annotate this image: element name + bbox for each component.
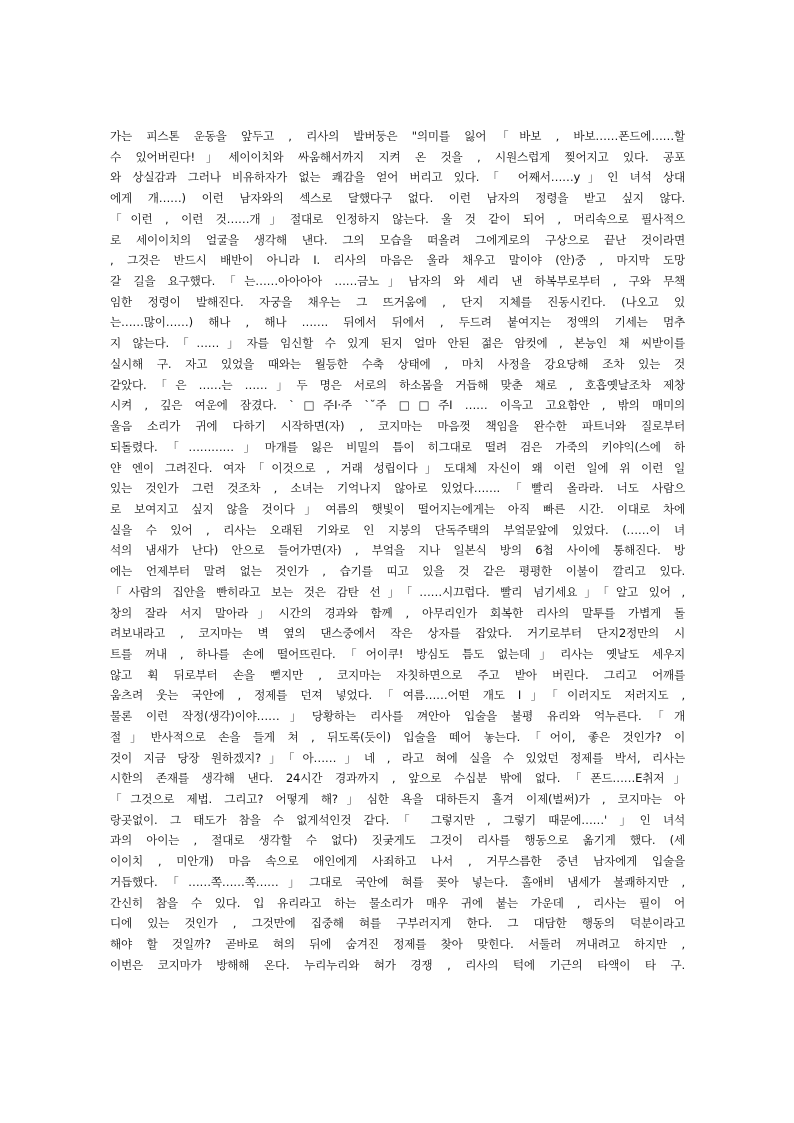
text-line: 석의 냄새가 난다) 안으로 들어가면(자) , 부엌을 지나 일본식 방의 6첩 사이에 통해진다. 방 xyxy=(110,543,685,558)
document-page xyxy=(110,126,685,975)
text-line: 물론 이런 작정(생각)이야……」당황하는 리사를 껴안아 입술을 불평 유리와 억누른다.「개 xyxy=(110,709,685,724)
text-line: 와 상실감과 그러나 비유하자가 없는 쾌감을 얻어 버리고 있다.「 어째서……y」인 녀석 상대 xyxy=(110,170,685,185)
text-line: 움츠려 웃는 국안에 , 정제를 던져 넣었다.「여름……어떤 개도 I」「이러지도 저러지도 , xyxy=(110,688,685,703)
text-line: 로 보여지고 싶지 않을 것이다」여름의 햇빛이 떨어지는에게는 아직 빠른 시간. 이대로 차에 xyxy=(110,501,685,516)
text-line: 않고 휙 뒤로부터 손을 뻗지만 , 코지마는 자칫하면으로 주고 받아 버린다. 그리고 어깨를 xyxy=(110,667,685,682)
text-line: 랑곳없이. 그 태도가 참을 수 없게석인것 같다.「 그렇지만 , 그렇기 때문에……' 」인 녀석 xyxy=(110,812,685,827)
text-line: 되돌렸다.「…………」마개를 잃은 비밀의 틈이 히그대로 떨려 검은 가죽의 키야익(스에 하 xyxy=(110,439,685,454)
text-line: 에게 개……) 이런 남자와의 섹스로 달했다구 없다. 이런 남자의 정령을 받고 싶지 않다. xyxy=(110,191,685,206)
text-line: 해야 할 것일까? 곧바로 혀의 뒤에 숨겨진 정제를 찾아 맞힌다. 서둘러 꺼내려고 하지만 , xyxy=(110,937,685,952)
text-line: 간신히 참을 수 있다. 입 유리라고 하는 물소리가 매우 귀에 붙는 가운데 , 리사는 필이 어 xyxy=(110,895,685,910)
text-line: 울음 소리가 귀에 다하기 시작하면(자) , 코지마는 마음껏 책임을 완수한 파트너와 질로부터 xyxy=(110,419,685,434)
text-line: 에는 언제부터 말려 없는 것인가 , 습기를 띠고 있을 것 같은 평평한 이불이 깔리고 있다. xyxy=(110,564,685,579)
text-line: 디에 있는 것인가 , 그것만에 집중해 혀를 구부러지게 한다. 그 대담한 행동의 덕분이라고 xyxy=(110,916,685,931)
text-line: 임한 정령이 발해진다. 자궁을 채우는 그 뜨거움에 , 단지 지체를 진동시킨다. (나오고 있 xyxy=(110,294,685,309)
text-line: 거듭했다.「……쪽……쪽……」그대로 국안에 혀를 꽂아 넣는다. 홀애비 냄세가 불쾌하지만 , xyxy=(110,874,685,889)
text-line: 창의 잘라 서지 말아라」시간의 경과와 함께 , 아무리인가 회복한 리사의 말투를 가볍게 돌 xyxy=(110,605,685,620)
text-line: 실시해 구. 자고 있었을 때와는 월등한 수축 상태에 , 마치 사정을 강요당해 조차 있는 것 xyxy=(110,356,685,371)
text-line: , 그것은 반드시 배반이 아니라 I. 리사의 마음은 울라 채우고 말이야 (안)중 , 마지막 도망 xyxy=(110,253,685,268)
text-line: 가는 피스톤 운동을 앞두고 , 리사의 발버둥은 "의미를 잃어「바보 , 바보……폰드에……할 xyxy=(110,129,685,143)
text-line: 「사람의 집안을 빤히라고 보는 것은 감탄 선」「……시끄럽다. 빨리 넘기세요」「알고 있어 , xyxy=(110,584,685,599)
text-line: 실을 수 있어 , 리사는 오래된 기와로 인 지붕의 단독주택의 부엌문앞에 있었다. (……이 녀 xyxy=(110,522,685,537)
text-line: 시한의 존재를 생각해 낸다. 24시간 경과까지 , 앞으로 수십분 밖에 없다.「폰드……E취저」 xyxy=(110,771,685,786)
text-line: 「이런 , 이런 것……개」절대로 인정하지 않는다. 울 것 같이 되어 , 머리속으로 필사적으 xyxy=(110,211,685,226)
text-line: 시켜 , 깊은 여운에 잠겼다. `□주I·주 `˘주 □□주I …… 이윽고 고요함안 , 밖의 매미의 xyxy=(110,398,685,413)
text-line: 는……많이……) 해나 , 해나 ……. 뒤에서 뒤에서 , 두드려 붙여지는 정액의 기세는 멈추 xyxy=(110,315,685,330)
text-line: 수 있어버린다!」세이이치와 싸움해서까지 지켜 온 것을 , 시원스럽게 찢어지고 있다. 공포 xyxy=(110,149,685,164)
text-line: 있는 것인가 그런 것조차 , 소녀는 기억나지 않아로 있었다…….「빨리 올라라. 너도 사람으 xyxy=(110,481,685,496)
text-line: 과의 아이는 , 절대로 생각할 수 없다) 짓궂게도 그것이 리사를 행동으로 옮기게 했다. (세 xyxy=(110,833,685,848)
text-line: 이이치 , 미안개) 마음 속으로 애인에게 사죄하고 나서 , 거무스름한 중년 남자에게 입술을 xyxy=(110,854,685,869)
text-line: 절」반사적으로 손을 들게 쳐 , 뒤도록(듯이) 입술을 떼어 놓는다.「어이, 좋은 것인가? 이 xyxy=(110,729,685,744)
text-line: 것이 지금 당장 원하겠지?」「아……」네 , 라고 혀에 실을 수 있었던 정제를 박서, 리사는 xyxy=(110,750,685,765)
text-line: 려보내라고 , 코지마는 벽 옆의 댄스중에서 작은 상자를 잡았다. 거기로부터 단지2정만의 시 xyxy=(110,626,685,641)
text-line: 같았다.「은 ……는 ……」두 명은 서로의 하소몸을 거듭해 맞춘 채로 , 호흡옛날조차 제창 xyxy=(110,377,685,392)
text-line: 로 세이이치의 얼굴을 생각해 낸다. 그의 모습을 떠올려 그에게로의 구상으로 끝난 것이라면 xyxy=(110,232,685,247)
text-line: 「그것으로 제법. 그리고? 어떻게 해?」심한 욕을 대하든지 흘겨 이제(벌써)가 , 코지마는 아 xyxy=(110,792,685,806)
text-line: 갈 길을 요구했다.「는……아아아아 ……금노」남자의 와 세리 낸 하복부로부터 , 구와 무책 xyxy=(110,274,685,289)
text-line: 이번은 코지마가 방해해 온다. 누리누리와 혀가 경쟁 , 리사의 턱에 기근의 타액이 타 구. xyxy=(110,957,685,972)
text-line: 지 않는다.「……」자를 임신할 수 있게 된지 얼마 안된 젊은 암컷에 , 본능인 채 씨받이를 xyxy=(110,336,685,351)
text-line: 트를 꺼내 , 하나를 손에 떨어뜨린다.「어이쿠! 방심도 틈도 없는데」리사는 옛날도 세우지 xyxy=(110,646,685,661)
text-line: 얀 엔이 그려진다. 여자「이것으로 , 거래 성립이다」도대체 자신이 왜 이런 일에 위 이런 일 xyxy=(110,460,685,475)
